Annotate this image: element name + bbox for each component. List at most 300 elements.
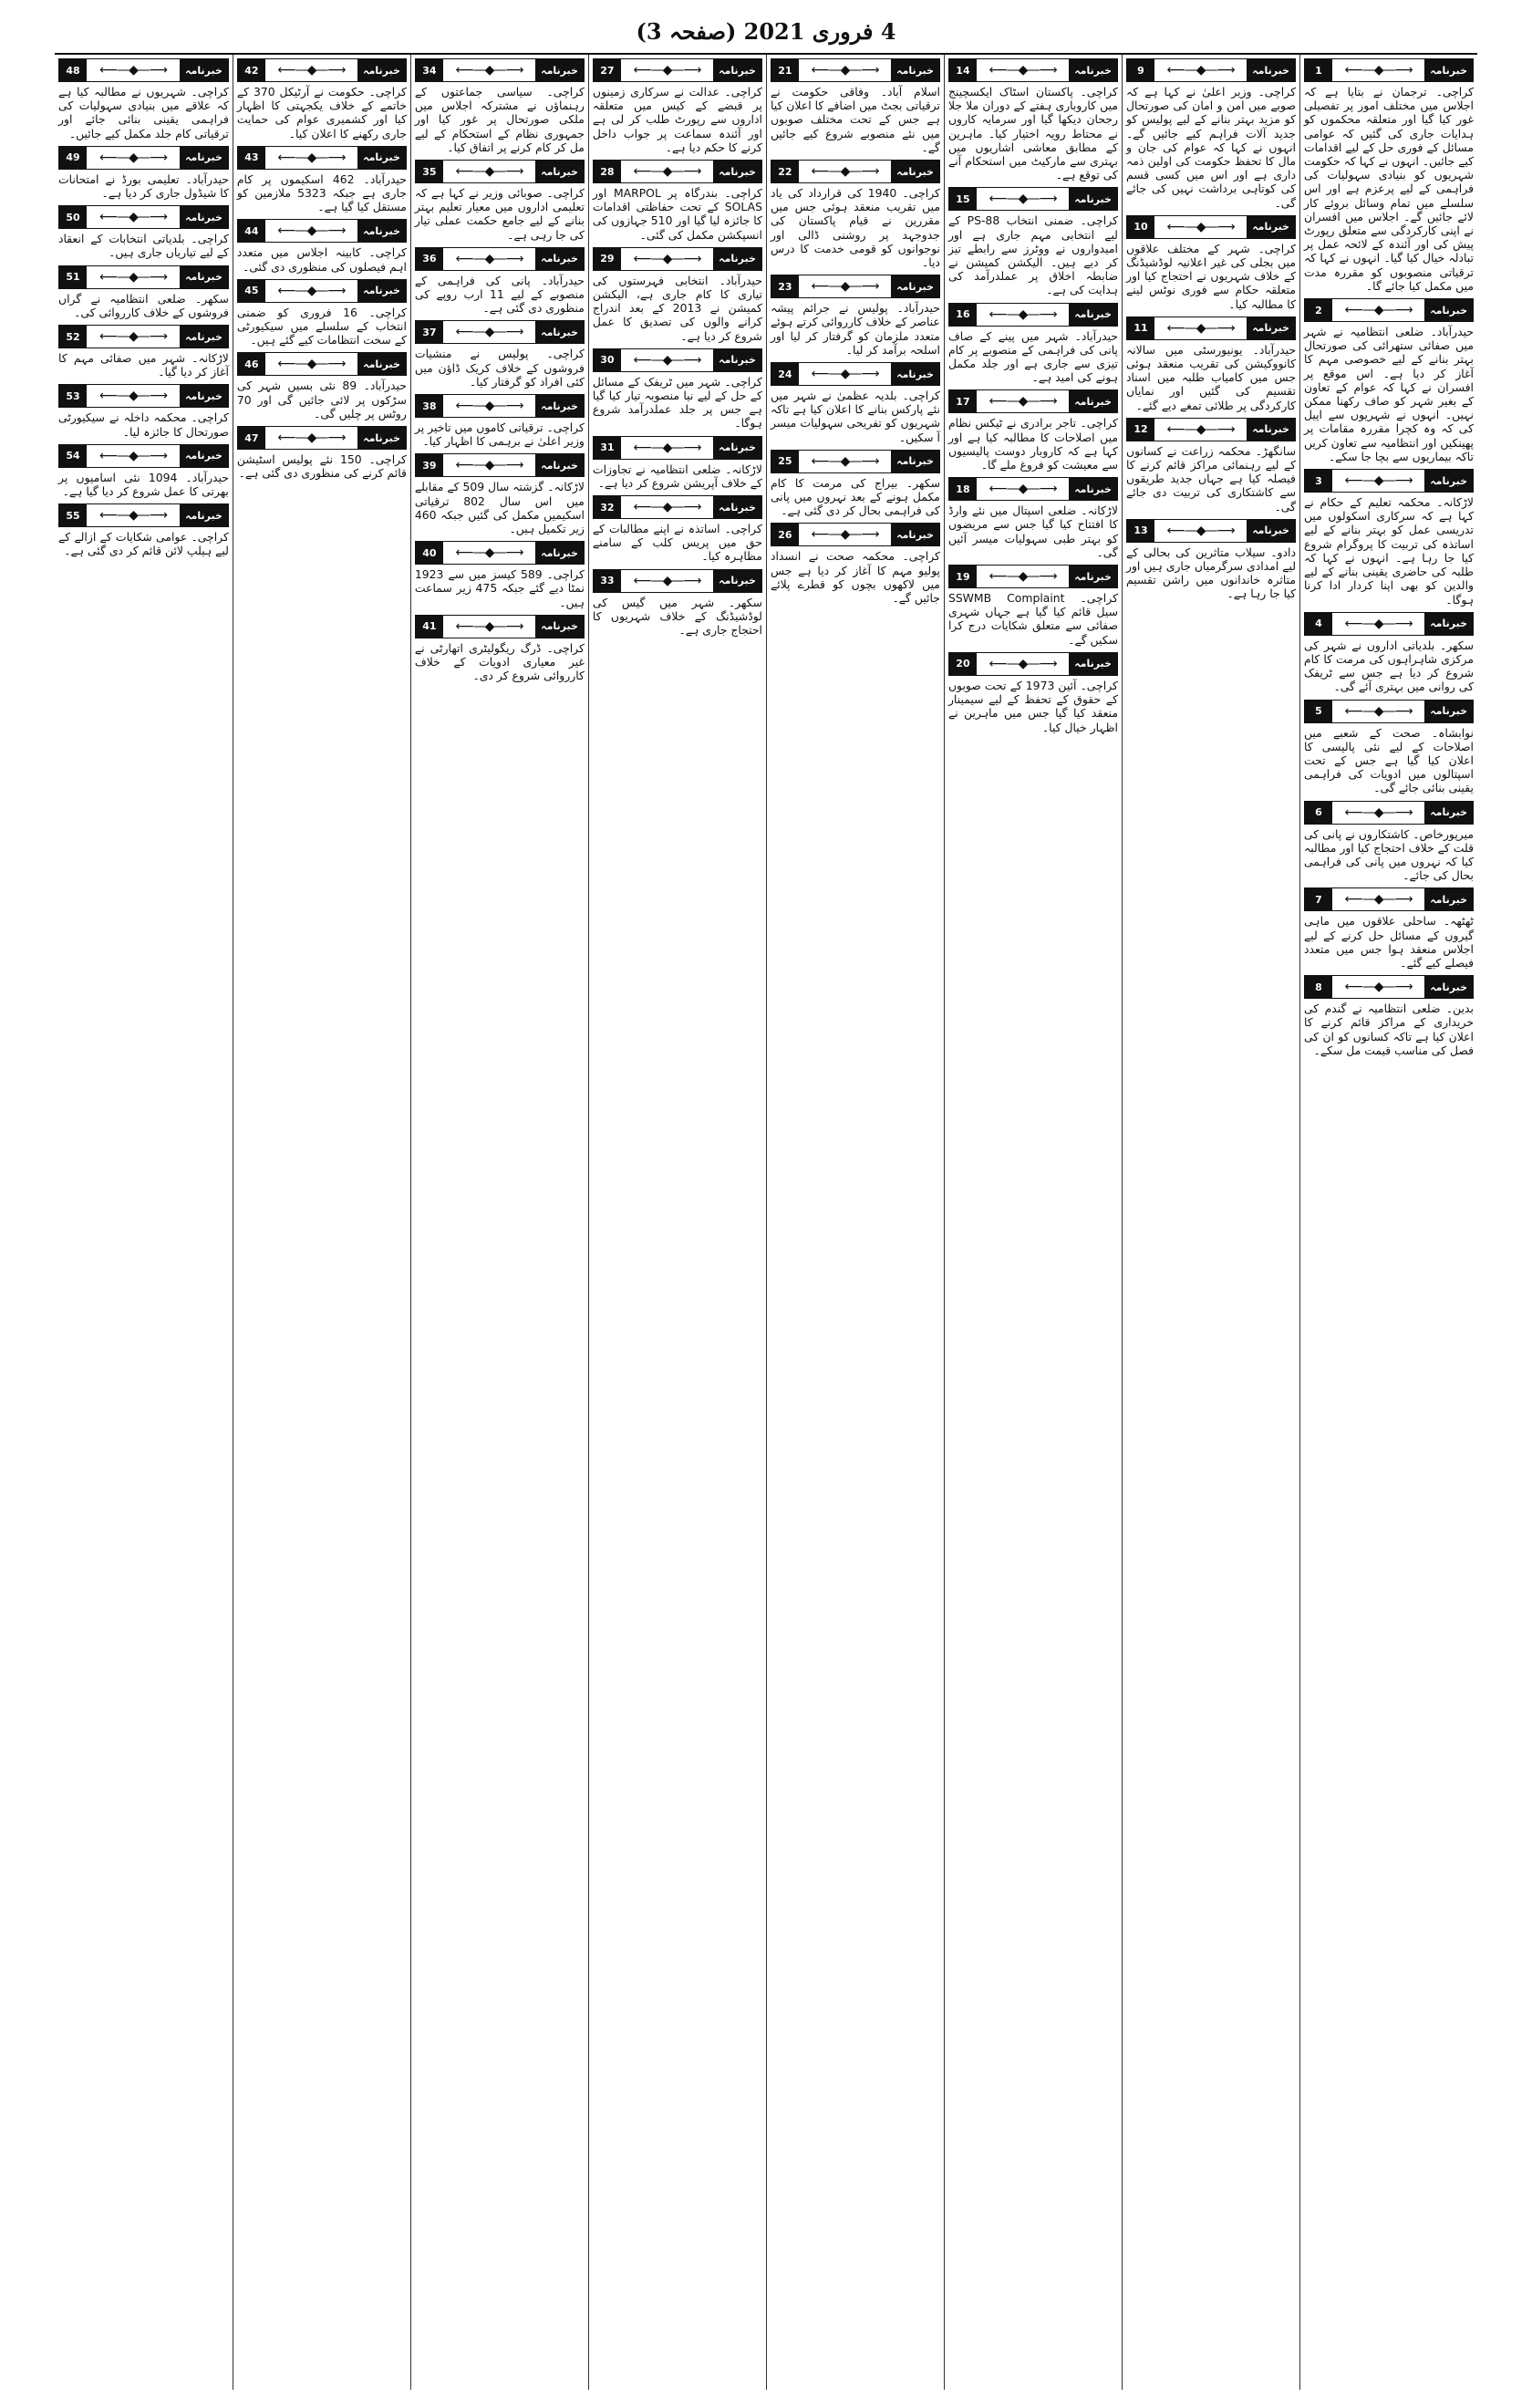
article-banner bbox=[593, 247, 762, 271]
article-body: حیدرآباد۔ تعلیمی بورڈ نے امتحانات کا شیڈول جاری کر دیا ہے۔ bbox=[58, 171, 229, 201]
banner-arrow-icon: ⟵—◆—⟶ bbox=[989, 63, 1057, 78]
article-body: لاڑکانہ۔ محکمہ تعلیم کے حکام نے کہا ہے کہ سرکاری اسکولوں میں تدریسی عمل کو بہتر بنانے کے لیے اساتذہ کی تربیت کا پروگرام شروع کیا جا رہا ہے۔ انہوں نے کہا کہ طلبہ کی حاضری یقینی بنانے کے لیے والدین کو بھی اپنا کردار ادا کرنا ہوگا۔ bbox=[1303, 495, 1474, 607]
news-article bbox=[771, 523, 940, 605]
news-article bbox=[415, 615, 585, 683]
article-banner bbox=[948, 58, 1118, 82]
article-banner bbox=[415, 615, 585, 638]
article-number: 4 bbox=[1305, 613, 1332, 635]
article-number: 48 bbox=[59, 59, 87, 81]
article-number: 24 bbox=[771, 363, 799, 385]
news-article bbox=[771, 362, 940, 444]
banner-arrow-icon: ⟵—◆—⟶ bbox=[277, 223, 346, 239]
article-banner bbox=[58, 265, 229, 289]
banner-tag: خبرنامہ bbox=[1069, 59, 1117, 81]
banner-arrow-icon: ⟵—◆—⟶ bbox=[1166, 219, 1235, 234]
banner-tag: خبرنامہ bbox=[1424, 59, 1473, 81]
banner-arrow-icon: ⟵—◆—⟶ bbox=[989, 482, 1057, 497]
news-column bbox=[588, 55, 766, 2390]
article-body: لاڑکانہ۔ گزشتہ سال 509 کے مقابلے میں اس سال 802 ترقیاتی اسکیمیں مکمل کی گئیں جبکہ 460 زیر تکمیل ہیں۔ bbox=[414, 480, 585, 536]
article-number: 5 bbox=[1305, 701, 1332, 722]
banner-arrow-icon: ⟵—◆—⟶ bbox=[1344, 473, 1413, 489]
banner-tag: خبرنامہ bbox=[891, 363, 939, 385]
banner-arrow-icon: ⟵—◆—⟶ bbox=[1166, 421, 1235, 437]
article-body: حیدرآباد۔ ضلعی انتظامیہ نے شہر میں صفائی ستھرائی کی صورتحال بہتر بنانے کے لیے خصوصی مہم کا آغاز کر دیا ہے۔ اس موقع پر افسران نے کہا کہ عوام کے تعاون کے بغیر شہر کو صاف رکھنا ممکن نہیں۔ انہوں نے شہریوں سے اپیل کی کہ وہ کچرا مقررہ مقامات پر پھینکیں اور انتظامیہ سے تعاون کریں تاکہ بیماریوں سے بچا جا سکے۔ bbox=[1303, 325, 1474, 463]
article-banner bbox=[58, 384, 229, 408]
banner-tag: خبرنامہ bbox=[180, 504, 228, 526]
news-article bbox=[237, 58, 407, 140]
article-banner bbox=[415, 247, 585, 271]
article-banner bbox=[948, 187, 1118, 211]
article-banner bbox=[415, 160, 585, 183]
news-column bbox=[410, 55, 588, 2390]
news-article bbox=[237, 146, 407, 214]
news-article bbox=[1304, 700, 1474, 795]
article-body: کراچی۔ شہر کے مختلف علاقوں میں بجلی کی غیر اعلانیہ لوڈشیڈنگ کے خلاف شہریوں نے احتجاج کیا اور متعلقہ حکام سے فوری نوٹس لینے کا مطالبہ کیا۔ bbox=[1125, 241, 1296, 311]
banner-arrow-icon: ⟵—◆—⟶ bbox=[989, 306, 1057, 322]
article-banner bbox=[1304, 58, 1474, 82]
article-banner bbox=[237, 58, 407, 82]
banner-arrow-icon: ⟵—◆—⟶ bbox=[99, 269, 168, 285]
banner-tag: خبرنامہ bbox=[1424, 888, 1473, 910]
news-article bbox=[1126, 418, 1296, 514]
news-article bbox=[415, 247, 585, 316]
news-article bbox=[415, 453, 585, 535]
banner-arrow-icon: ⟵—◆—⟶ bbox=[455, 325, 523, 340]
article-body: کراچی۔ پاکستان اسٹاک ایکسچینج میں کاروباری ہفتے کے دوران ملا جلا رجحان دیکھا گیا اور سرمایہ کاروں نے محتاط رویہ اختیار کیا۔ ماہرین کے مطابق معاشی اشاریوں میں بہتری سے مارکیٹ میں استحکام آنے کی توقع ہے۔ bbox=[947, 85, 1118, 182]
banner-tag: خبرنامہ bbox=[891, 451, 939, 472]
news-article bbox=[948, 652, 1118, 734]
news-article bbox=[1126, 215, 1296, 311]
news-article bbox=[415, 320, 585, 389]
banner-arrow-icon: ⟵—◆—⟶ bbox=[1344, 303, 1413, 318]
article-body: میرپورخاص۔ کاشتکاروں نے پانی کی قلت کے خلاف احتجاج کیا اور مطالبہ کیا کہ نہروں میں پانی کی فراہمی بحال کی جائے۔ bbox=[1303, 826, 1474, 883]
article-banner bbox=[593, 495, 762, 519]
article-body: کراچی۔ 16 فروری کو ضمنی انتخاب کے سلسلے میں سیکیورٹی کے سخت انتظامات کیے گئے ہیں۔ bbox=[236, 305, 407, 348]
article-body: کراچی۔ بلدیاتی انتخابات کے انعقاد کے لیے تیاریاں جاری ہیں۔ bbox=[58, 232, 229, 260]
banner-arrow-icon: ⟵—◆—⟶ bbox=[633, 164, 701, 180]
article-body: سکھر۔ بلدیاتی اداروں نے شہر کی مرکزی شاہراہوں کی مرمت کا کام شروع کر دیا ہے جس سے ٹریفک کی روانی میں بہتری آئے گی۔ bbox=[1303, 638, 1474, 694]
news-article bbox=[1304, 975, 1474, 1057]
article-banner bbox=[771, 58, 940, 82]
article-body: حیدرآباد۔ 89 نئی بسیں شہر کی سڑکوں پر لائی جائیں گی اور 70 روٹس پر چلیں گی۔ bbox=[236, 379, 407, 420]
article-body: کراچی۔ کابینہ اجلاس میں متعدد اہم فیصلوں کی منظوری دی گئی۔ bbox=[236, 245, 407, 274]
banner-arrow-icon: ⟵—◆—⟶ bbox=[455, 164, 523, 180]
article-number: 45 bbox=[238, 280, 265, 302]
banner-tag: خبرنامہ bbox=[1424, 470, 1473, 492]
banner-tag: خبرنامہ bbox=[1424, 613, 1473, 635]
article-banner bbox=[1304, 801, 1474, 825]
article-number: 42 bbox=[238, 59, 265, 81]
news-article bbox=[1304, 801, 1474, 883]
news-article bbox=[948, 58, 1118, 182]
banner-tag: خبرنامہ bbox=[891, 275, 939, 297]
article-body: سانگھڑ۔ محکمہ زراعت نے کسانوں کے لیے رہنمائی مراکز قائم کرنے کا فیصلہ کیا ہے جہاں جدید طریقوں سے کاشتکاری کی تربیت دی جائے گی۔ bbox=[1125, 443, 1296, 514]
banner-arrow-icon: ⟵—◆—⟶ bbox=[989, 394, 1057, 410]
article-banner bbox=[771, 275, 940, 298]
article-body: بدین۔ ضلعی انتظامیہ نے گندم کی خریداری کے مراکز قائم کرنے کا اعلان کیا ہے تاکہ کسانوں کو ان کی فصل کی مناسب قیمت مل سکے۔ bbox=[1303, 1002, 1474, 1057]
banner-tag: خبرنامہ bbox=[1247, 419, 1295, 441]
article-number: 18 bbox=[949, 478, 977, 500]
article-number: 22 bbox=[771, 161, 799, 182]
article-banner bbox=[593, 569, 762, 593]
article-body: کراچی۔ بندرگاہ پر MARPOL اور SOLAS کے تحت حفاظتی اقدامات کا جائزہ لیا گیا اور 510 جہازوں کی انسپکشن مکمل کی گئی۔ bbox=[592, 186, 762, 242]
news-article bbox=[415, 58, 585, 154]
banner-arrow-icon: ⟵—◆—⟶ bbox=[1344, 804, 1413, 820]
news-article bbox=[237, 279, 407, 348]
article-body: حیدرآباد۔ 1094 نئی اسامیوں پر بھرتی کا عمل شروع کر دیا گیا ہے۔ bbox=[58, 470, 229, 499]
banner-arrow-icon: ⟵—◆—⟶ bbox=[99, 508, 168, 524]
article-body: کراچی۔ سیاسی جماعتوں کے رہنماؤں نے مشترکہ اجلاس میں ملکی صورتحال پر غور کیا اور جمہوری نظام کے استحکام کے لیے مل کر کام کرنے پر اتفاق کیا۔ bbox=[414, 85, 585, 154]
article-number: 30 bbox=[594, 349, 621, 371]
article-banner bbox=[237, 146, 407, 170]
article-number: 25 bbox=[771, 451, 799, 472]
article-number: 51 bbox=[59, 266, 87, 288]
banner-arrow-icon: ⟵—◆—⟶ bbox=[989, 569, 1057, 585]
banner-arrow-icon: ⟵—◆—⟶ bbox=[277, 150, 346, 165]
article-number: 31 bbox=[594, 437, 621, 459]
article-body: کراچی۔ صوبائی وزیر نے کہا ہے کہ تعلیمی اداروں میں معیار تعلیم بہتر بنانے کے لیے جامع حکمت عملی تیار کی جا رہی ہے۔ bbox=[414, 186, 585, 242]
article-banner bbox=[593, 58, 762, 82]
banner-tag: خبرنامہ bbox=[357, 280, 406, 302]
article-banner bbox=[58, 503, 229, 527]
news-column bbox=[55, 55, 233, 2390]
article-number: 40 bbox=[416, 542, 443, 564]
article-body: کراچی۔ پولیس نے منشیات فروشوں کے خلاف کریک ڈاؤن میں کئی افراد کو گرفتار کیا۔ bbox=[414, 347, 585, 389]
columns-container bbox=[55, 55, 1477, 2390]
article-number: 50 bbox=[59, 206, 87, 228]
banner-arrow-icon: ⟵—◆—⟶ bbox=[633, 251, 701, 266]
banner-arrow-icon: ⟵—◆—⟶ bbox=[633, 352, 701, 368]
banner-arrow-icon: ⟵—◆—⟶ bbox=[811, 453, 879, 469]
article-body: کراچی۔ اساتذہ نے اپنے مطالبات کے حق میں پریس کلب کے سامنے مظاہرہ کیا۔ bbox=[592, 522, 762, 564]
article-number: 3 bbox=[1305, 470, 1332, 492]
article-number: 47 bbox=[238, 427, 265, 449]
news-article bbox=[948, 565, 1118, 647]
article-number: 16 bbox=[949, 304, 977, 326]
article-number: 34 bbox=[416, 59, 443, 81]
banner-tag: خبرنامہ bbox=[713, 161, 761, 182]
banner-tag: خبرنامہ bbox=[1424, 976, 1473, 998]
article-body: کراچی۔ شہریوں نے مطالبہ کیا ہے کہ علاقے میں بنیادی سہولیات کی فراہمی یقینی بنائی جائے اور ترقیاتی کام جلد مکمل کیے جائیں۔ bbox=[58, 85, 229, 140]
news-column bbox=[1122, 55, 1299, 2390]
article-banner bbox=[771, 362, 940, 386]
banner-arrow-icon: ⟵—◆—⟶ bbox=[1344, 63, 1413, 78]
banner-tag: خبرنامہ bbox=[1424, 802, 1473, 824]
banner-arrow-icon: ⟵—◆—⟶ bbox=[99, 210, 168, 225]
article-body: لاڑکانہ۔ ضلعی انتظامیہ نے تجاوزات کے خلاف آپریشن شروع کر دیا ہے۔ bbox=[592, 462, 762, 490]
article-banner bbox=[58, 325, 229, 348]
article-body: کراچی۔ ضمنی انتخاب PS-88 کے لیے انتخابی مہم جاری ہے اور امیدواروں نے ووٹرز سے رابطے تیز کر دیے ہیں۔ الیکشن کمیشن نے ضابطہ اخلاق پر عملدرآمد کی ہدایت کی ہے۔ bbox=[947, 213, 1118, 297]
news-article bbox=[593, 436, 762, 490]
article-number: 41 bbox=[416, 616, 443, 638]
banner-tag: خبرنامہ bbox=[180, 385, 228, 407]
article-banner bbox=[1126, 58, 1296, 82]
article-body: لاڑکانہ۔ شہر میں صفائی مہم کا آغاز کر دیا گیا۔ bbox=[58, 351, 229, 379]
article-banner bbox=[415, 394, 585, 418]
banner-tag: خبرنامہ bbox=[1069, 304, 1117, 326]
article-number: 28 bbox=[594, 161, 621, 182]
news-article bbox=[1304, 887, 1474, 970]
banner-arrow-icon: ⟵—◆—⟶ bbox=[811, 164, 879, 180]
article-banner bbox=[1126, 418, 1296, 441]
banner-tag: خبرنامہ bbox=[180, 326, 228, 348]
banner-arrow-icon: ⟵—◆—⟶ bbox=[633, 500, 701, 515]
news-article bbox=[58, 146, 229, 200]
article-body: کراچی۔ وزیر اعلیٰ نے کہا ہے کہ صوبے میں امن و امان کی صورتحال کو مزید بہتر بنانے کے لیے پولیس کو جدید آلات فراہم کیے جائیں گے۔ انہوں نے کہا کہ عوام کی جان و مال کا تحفظ حکومت کی اولین ذمہ داری ہے اور اس میں کسی قسم کی کوتاہی برداشت نہیں کی جائے گی۔ bbox=[1125, 85, 1296, 210]
banner-arrow-icon: ⟵—◆—⟶ bbox=[1344, 703, 1413, 719]
article-number: 6 bbox=[1305, 802, 1332, 824]
article-banner bbox=[1126, 519, 1296, 543]
banner-tag: خبرنامہ bbox=[1069, 653, 1117, 675]
article-banner bbox=[1126, 215, 1296, 239]
banner-arrow-icon: ⟵—◆—⟶ bbox=[811, 527, 879, 543]
article-body: کراچی۔ 589 کیسز میں سے 1923 نمٹا دیے گئے جبکہ 475 زیر سماعت ہیں۔ bbox=[414, 567, 585, 609]
banner-tag: خبرنامہ bbox=[713, 248, 761, 270]
news-article bbox=[593, 58, 762, 154]
article-body: حیدرآباد۔ انتخابی فہرستوں کی تیاری کا کام جاری ہے، الیکشن کمیشن نے 2013 کے بعد اندراج کرانے والوں کی تصدیق کا عمل شروع کر دیا ہے۔ bbox=[592, 273, 762, 343]
article-number: 46 bbox=[238, 353, 265, 375]
banner-tag: خبرنامہ bbox=[713, 437, 761, 459]
news-article bbox=[593, 348, 762, 431]
banner-arrow-icon: ⟵—◆—⟶ bbox=[99, 448, 168, 463]
banner-arrow-icon: ⟵—◆—⟶ bbox=[989, 656, 1057, 671]
banner-arrow-icon: ⟵—◆—⟶ bbox=[99, 63, 168, 78]
article-number: 12 bbox=[1127, 419, 1154, 441]
banner-tag: خبرنامہ bbox=[1069, 188, 1117, 210]
article-number: 9 bbox=[1127, 59, 1154, 81]
banner-arrow-icon: ⟵—◆—⟶ bbox=[811, 367, 879, 382]
banner-tag: خبرنامہ bbox=[357, 220, 406, 242]
banner-tag: خبرنامہ bbox=[180, 59, 228, 81]
banner-tag: خبرنامہ bbox=[535, 616, 584, 638]
banner-arrow-icon: ⟵—◆—⟶ bbox=[633, 63, 701, 78]
article-body: کراچی۔ 1940 کی قرارداد کی یاد میں تقریب منعقد ہوئی جس میں مقررین نے قیام پاکستان کی جدوجہد پر روشنی ڈالی اور نوجوانوں کو قومی خدمت کا درس دیا۔ bbox=[770, 186, 940, 270]
article-body: ٹھٹھہ۔ ساحلی علاقوں میں ماہی گیروں کے مسائل حل کرنے کے لیے اجلاس منعقد ہوا جس میں متعدد فیصلے کیے گئے۔ bbox=[1303, 914, 1474, 970]
banner-tag: خبرنامہ bbox=[535, 161, 584, 182]
article-banner bbox=[237, 279, 407, 303]
article-banner bbox=[771, 160, 940, 183]
banner-tag: خبرنامہ bbox=[535, 59, 584, 81]
article-number: 32 bbox=[594, 496, 621, 518]
news-article bbox=[1304, 612, 1474, 694]
article-body: کراچی۔ محکمہ داخلہ نے سیکیورٹی صورتحال کا جائزہ لیا۔ bbox=[58, 410, 229, 439]
article-number: 38 bbox=[416, 395, 443, 417]
news-article bbox=[593, 495, 762, 564]
article-banner bbox=[58, 58, 229, 82]
article-body: حیدرآباد۔ پولیس نے جرائم پیشہ عناصر کے خلاف کارروائی کرتے ہوئے متعدد ملزمان کو گرفتار کر لیا اور اسلحہ برآمد کر لیا۔ bbox=[770, 301, 940, 357]
banner-arrow-icon: ⟵—◆—⟶ bbox=[455, 399, 523, 414]
article-number: 36 bbox=[416, 248, 443, 270]
banner-tag: خبرنامہ bbox=[713, 59, 761, 81]
banner-arrow-icon: ⟵—◆—⟶ bbox=[277, 431, 346, 446]
banner-tag: خبرنامہ bbox=[357, 59, 406, 81]
banner-tag: خبرنامہ bbox=[1247, 59, 1295, 81]
article-banner bbox=[1304, 700, 1474, 723]
article-body: کراچی۔ بلدیہ عظمیٰ نے شہر میں نئے پارکس بنانے کا اعلان کیا ہے تاکہ شہریوں کو تفریحی سہولیات میسر آ سکیں۔ bbox=[770, 389, 940, 444]
banner-arrow-icon: ⟵—◆—⟶ bbox=[633, 573, 701, 588]
banner-arrow-icon: ⟵—◆—⟶ bbox=[277, 357, 346, 372]
article-body: کراچی۔ آئین 1973 کے تحت صوبوں کے حقوق کے تحفظ کے لیے سیمینار منعقد کیا گیا جس میں ماہرین نے اظہار خیال کیا۔ bbox=[947, 678, 1118, 734]
article-number: 13 bbox=[1127, 520, 1154, 542]
news-article bbox=[1304, 58, 1474, 293]
news-article bbox=[58, 444, 229, 498]
news-article bbox=[58, 205, 229, 259]
banner-tag: خبرنامہ bbox=[1247, 520, 1295, 542]
banner-tag: خبرنامہ bbox=[180, 445, 228, 467]
news-article bbox=[58, 58, 229, 140]
banner-tag: خبرنامہ bbox=[1424, 299, 1473, 321]
article-number: 19 bbox=[949, 566, 977, 587]
article-number: 37 bbox=[416, 321, 443, 343]
article-number: 2 bbox=[1305, 299, 1332, 321]
banner-arrow-icon: ⟵—◆—⟶ bbox=[1344, 616, 1413, 631]
article-number: 43 bbox=[238, 147, 265, 169]
article-banner bbox=[948, 652, 1118, 676]
date-line: 4 فروری 2021 (صفحہ 3) bbox=[636, 18, 896, 45]
article-number: 8 bbox=[1305, 976, 1332, 998]
news-column bbox=[766, 55, 944, 2390]
banner-arrow-icon: ⟵—◆—⟶ bbox=[455, 458, 523, 473]
news-article bbox=[1304, 298, 1474, 463]
news-article bbox=[1126, 317, 1296, 412]
banner-tag: خبرنامہ bbox=[535, 454, 584, 476]
news-article bbox=[771, 160, 940, 269]
article-body: سکھر۔ شہر میں گیس کی لوڈشیڈنگ کے خلاف شہریوں کا احتجاج جاری ہے۔ bbox=[592, 595, 762, 638]
article-number: 27 bbox=[594, 59, 621, 81]
news-article bbox=[948, 477, 1118, 559]
article-number: 10 bbox=[1127, 216, 1154, 238]
banner-arrow-icon: ⟵—◆—⟶ bbox=[277, 283, 346, 298]
banner-tag: خبرنامہ bbox=[1069, 566, 1117, 587]
banner-arrow-icon: ⟵—◆—⟶ bbox=[1166, 523, 1235, 538]
article-banner bbox=[237, 352, 407, 376]
banner-arrow-icon: ⟵—◆—⟶ bbox=[811, 63, 879, 78]
article-body: لاڑکانہ۔ ضلعی اسپتال میں نئے وارڈ کا افتتاح کیا گیا جس سے مریضوں کو بہتر طبی سہولیات میسر آئیں گی۔ bbox=[947, 503, 1118, 559]
article-number: 44 bbox=[238, 220, 265, 242]
banner-tag: خبرنامہ bbox=[1424, 701, 1473, 722]
news-article bbox=[415, 541, 585, 609]
banner-arrow-icon: ⟵—◆—⟶ bbox=[633, 440, 701, 455]
article-banner bbox=[593, 436, 762, 460]
news-article bbox=[948, 187, 1118, 296]
article-body: حیدرآباد۔ پانی کی فراہمی کے منصوبے کے لیے 11 ارب روپے کی منظوری دی گئی ہے۔ bbox=[414, 273, 585, 316]
news-column bbox=[1299, 55, 1477, 2390]
article-number: 33 bbox=[594, 570, 621, 592]
article-banner bbox=[948, 303, 1118, 327]
article-body: سکھر۔ بیراج کی مرمت کا کام مکمل ہونے کے بعد نہروں میں پانی کی فراہمی بحال کر دی گئی ہے۔ bbox=[770, 475, 940, 518]
news-article bbox=[58, 325, 229, 379]
article-banner bbox=[1126, 317, 1296, 340]
page-header bbox=[55, 13, 1477, 55]
article-body: کراچی۔ ترقیاتی کاموں میں تاخیر پر وزیر اعلیٰ نے برہمی کا اظہار کیا۔ bbox=[414, 420, 585, 449]
article-body: سکھر۔ ضلعی انتظامیہ نے گراں فروشوں کے خلاف کارروائی کی۔ bbox=[58, 291, 229, 319]
news-article bbox=[237, 352, 407, 420]
article-number: 11 bbox=[1127, 317, 1154, 339]
article-body: کراچی۔ حکومت نے آرٹیکل 370 کے خاتمے کے خلاف یکجہتی کا اظہار کیا اور کشمیری عوام کی حمایت جاری رکھنے کا اعلان کیا۔ bbox=[236, 85, 407, 140]
banner-arrow-icon: ⟵—◆—⟶ bbox=[1344, 892, 1413, 908]
banner-arrow-icon: ⟵—◆—⟶ bbox=[989, 192, 1057, 207]
article-number: 17 bbox=[949, 390, 977, 412]
article-number: 39 bbox=[416, 454, 443, 476]
article-number: 20 bbox=[949, 653, 977, 675]
article-body: کراچی۔ شہر میں ٹریفک کے مسائل کے حل کے لیے نیا منصوبہ تیار کیا گیا ہے جس پر جلد عملدرآمد شروع ہوگا۔ bbox=[592, 374, 762, 431]
banner-tag: خبرنامہ bbox=[535, 395, 584, 417]
news-article bbox=[58, 503, 229, 557]
article-number: 52 bbox=[59, 326, 87, 348]
news-article bbox=[771, 275, 940, 357]
article-body: کراچی۔ عوامی شکایات کے ازالے کے لیے ہیلپ لائن قائم کر دی گئی ہے۔ bbox=[58, 530, 229, 558]
article-banner bbox=[237, 219, 407, 243]
article-banner bbox=[58, 146, 229, 170]
news-article bbox=[1126, 58, 1296, 210]
article-number: 15 bbox=[949, 188, 977, 210]
article-banner bbox=[58, 205, 229, 229]
article-body: کراچی۔ ترجمان نے بتایا ہے کہ اجلاس میں مختلف امور پر تفصیلی غور کیا گیا اور متعلقہ محکموں کو ہدایات جاری کی گئیں کہ عوامی مسائل کے فوری حل کے لیے اقدامات کیے جائیں۔ انہوں نے کہا کہ حکومت شہریوں کو بنیادی سہولیات کی فراہمی کے لیے پرعزم ہے اور اس سلسلے میں تمام وسائل بروئے کار لائے جائیں گے۔ اجلاس میں افسران نے اپنی کارکردگی سے متعلق رپورٹ پیش کی اور آئندہ کے لائحہ عمل پر تبادلہ خیال کیا گیا۔ انہوں نے کہا کہ ترقیاتی منصوبوں کو مقررہ مدت میں مکمل کیا جائے گا۔ bbox=[1303, 85, 1474, 293]
banner-arrow-icon: ⟵—◆—⟶ bbox=[455, 545, 523, 561]
article-banner bbox=[1304, 975, 1474, 999]
article-banner bbox=[771, 523, 940, 546]
news-article bbox=[593, 160, 762, 242]
article-body: کراچی۔ عدالت نے سرکاری زمینوں پر قبضے کے کیس میں متعلقہ اداروں سے رپورٹ طلب کر لی ہے اور آئندہ سماعت پر جواب داخل کرنے کا حکم دیا ہے۔ bbox=[592, 85, 762, 154]
news-article bbox=[771, 450, 940, 518]
article-number: 26 bbox=[771, 524, 799, 545]
news-article bbox=[593, 569, 762, 638]
news-article bbox=[1304, 469, 1474, 607]
news-article bbox=[1126, 519, 1296, 601]
banner-arrow-icon: ⟵—◆—⟶ bbox=[1166, 63, 1235, 78]
banner-tag: خبرنامہ bbox=[180, 266, 228, 288]
news-column bbox=[233, 55, 410, 2390]
article-number: 54 bbox=[59, 445, 87, 467]
banner-tag: خبرنامہ bbox=[357, 147, 406, 169]
article-banner bbox=[58, 444, 229, 468]
article-body: نوابشاہ۔ صحت کے شعبے میں اصلاحات کے لیے نئی پالیسی کا اعلان کیا گیا ہے جس کے تحت اسپتالوں میں ادویات کی فراہمی یقینی بنائی جائے گی۔ bbox=[1303, 725, 1474, 795]
banner-tag: خبرنامہ bbox=[713, 570, 761, 592]
article-number: 53 bbox=[59, 385, 87, 407]
article-body: حیدرآباد۔ 462 اسکیموں پر کام جاری ہے جبکہ 5323 ملازمین کو مستقل کیا گیا ہے۔ bbox=[236, 171, 407, 214]
article-number: 7 bbox=[1305, 888, 1332, 910]
article-number: 49 bbox=[59, 147, 87, 169]
banner-tag: خبرنامہ bbox=[535, 321, 584, 343]
news-article bbox=[58, 265, 229, 319]
banner-arrow-icon: ⟵—◆—⟶ bbox=[455, 63, 523, 78]
article-banner bbox=[771, 450, 940, 473]
news-column bbox=[944, 55, 1122, 2390]
article-body: کراچی۔ تاجر برادری نے ٹیکس نظام میں اصلاحات کا مطالبہ کیا ہے اور کہا ہے کہ کاروبار دوست پالیسیوں سے معیشت کو فروغ ملے گا۔ bbox=[947, 416, 1118, 472]
banner-tag: خبرنامہ bbox=[891, 59, 939, 81]
article-number: 1 bbox=[1305, 59, 1332, 81]
news-article bbox=[415, 394, 585, 448]
article-banner bbox=[415, 58, 585, 82]
banner-arrow-icon: ⟵—◆—⟶ bbox=[277, 63, 346, 78]
article-banner bbox=[415, 320, 585, 344]
banner-tag: خبرنامہ bbox=[713, 349, 761, 371]
article-banner bbox=[415, 541, 585, 565]
article-banner bbox=[948, 389, 1118, 413]
news-article bbox=[237, 426, 407, 480]
article-banner bbox=[237, 426, 407, 450]
news-article bbox=[237, 219, 407, 273]
banner-arrow-icon: ⟵—◆—⟶ bbox=[811, 279, 879, 295]
article-body: اسلام آباد۔ وفاقی حکومت نے ترقیاتی بجٹ میں اضافے کا اعلان کیا ہے جس کے تحت مختلف صوبوں میں نئے منصوبے شروع کیے جائیں گے۔ bbox=[770, 85, 940, 154]
banner-tag: خبرنامہ bbox=[1069, 390, 1117, 412]
news-article bbox=[415, 160, 585, 242]
banner-tag: خبرنامہ bbox=[535, 248, 584, 270]
banner-tag: خبرنامہ bbox=[1247, 216, 1295, 238]
article-number: 23 bbox=[771, 275, 799, 297]
article-body: حیدرآباد۔ یونیورسٹی میں سالانہ کانووکیشن کی تقریب منعقد ہوئی جس میں کامیاب طلبہ میں اسناد تقسیم کی گئیں اور نمایاں کارکردگی پر طلائی تمغے دیے گئے۔ bbox=[1125, 342, 1296, 412]
news-article bbox=[948, 389, 1118, 472]
